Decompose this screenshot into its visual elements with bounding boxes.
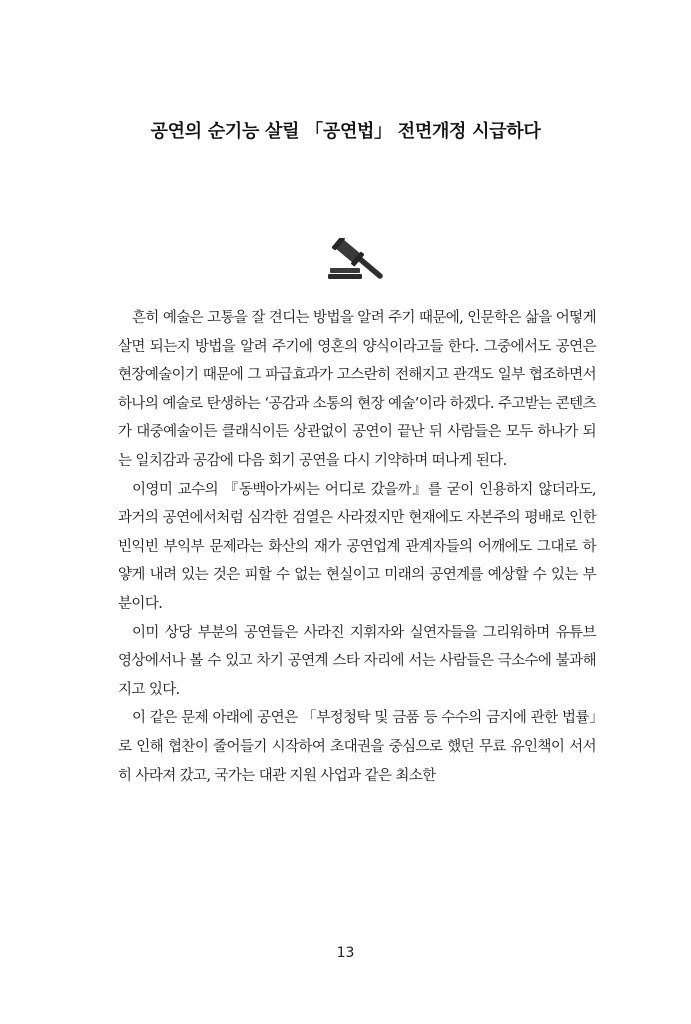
paragraph: 이 같은 문제 아래에 공연은 「부정청탁 및 금품 등 수수의 금지에 관한 법률」로 인해 협찬이 줄어들기 시작하여 초대권을 중심으로 했던 무료 유인책이 서서히 사라져 갔고, 국가는 대관 지원 사업과 같은 최소한 xyxy=(118,710,596,784)
page-title: 공연의 순기능 살릴 「공연법」 전면개정 시급하다 xyxy=(150,121,541,142)
paragraph: 이영미 교수의 『동백아가씨는 어디로 갔을까』를 굳이 인용하지 않더라도, 과거의 공연에서처럼 심각한 검열은 사라졌지만 현재에도 자본주의 평배로 인한 빈익빈 부익부 문제라는 화산의 재가 공연업계 관계자들의 어깨에도 그대로 하얗게 내려 있는 것은 피할 수 없는 현실이고 미래의 공연계를 예상할 수 있는 부분이다. xyxy=(118,481,596,612)
paragraph: 흔히 예술은 고통을 잘 견디는 방법을 알려 주기 때문에, 인문학은 삶을 어떻게 살면 되는지 방법을 알려 주기에 영혼의 양식이라고들 한다. 그중에서도 공연은 현장예술이기 때문에 그 파급효과가 고스란히 전해지고 관객도 일부 협조하면서 하나의 예술로 탄생하는 ‘공감과 소통의 현장 예술’이라 하겠다. 주고받는 콘텐츠가 대중예술이든 클래식이든 상관없이 공연이 끝난 뒤 사람들은 모두 하나가 되는 일치감과 공감에 다음 회기 공연을 다시 기약하며 떠나게 된다. xyxy=(118,310,596,469)
page-number: 13 xyxy=(336,945,355,961)
gavel-icon xyxy=(328,238,386,284)
paragraph: 이미 상당 부분의 공연들은 사라진 지휘자와 실연자들을 그리워하며 유튜브 영상에서나 볼 수 있고 차기 공연계 스타 자리에 서는 사람들은 극소수에 불과해지고 있다. xyxy=(118,624,596,698)
body-text xyxy=(118,304,596,790)
